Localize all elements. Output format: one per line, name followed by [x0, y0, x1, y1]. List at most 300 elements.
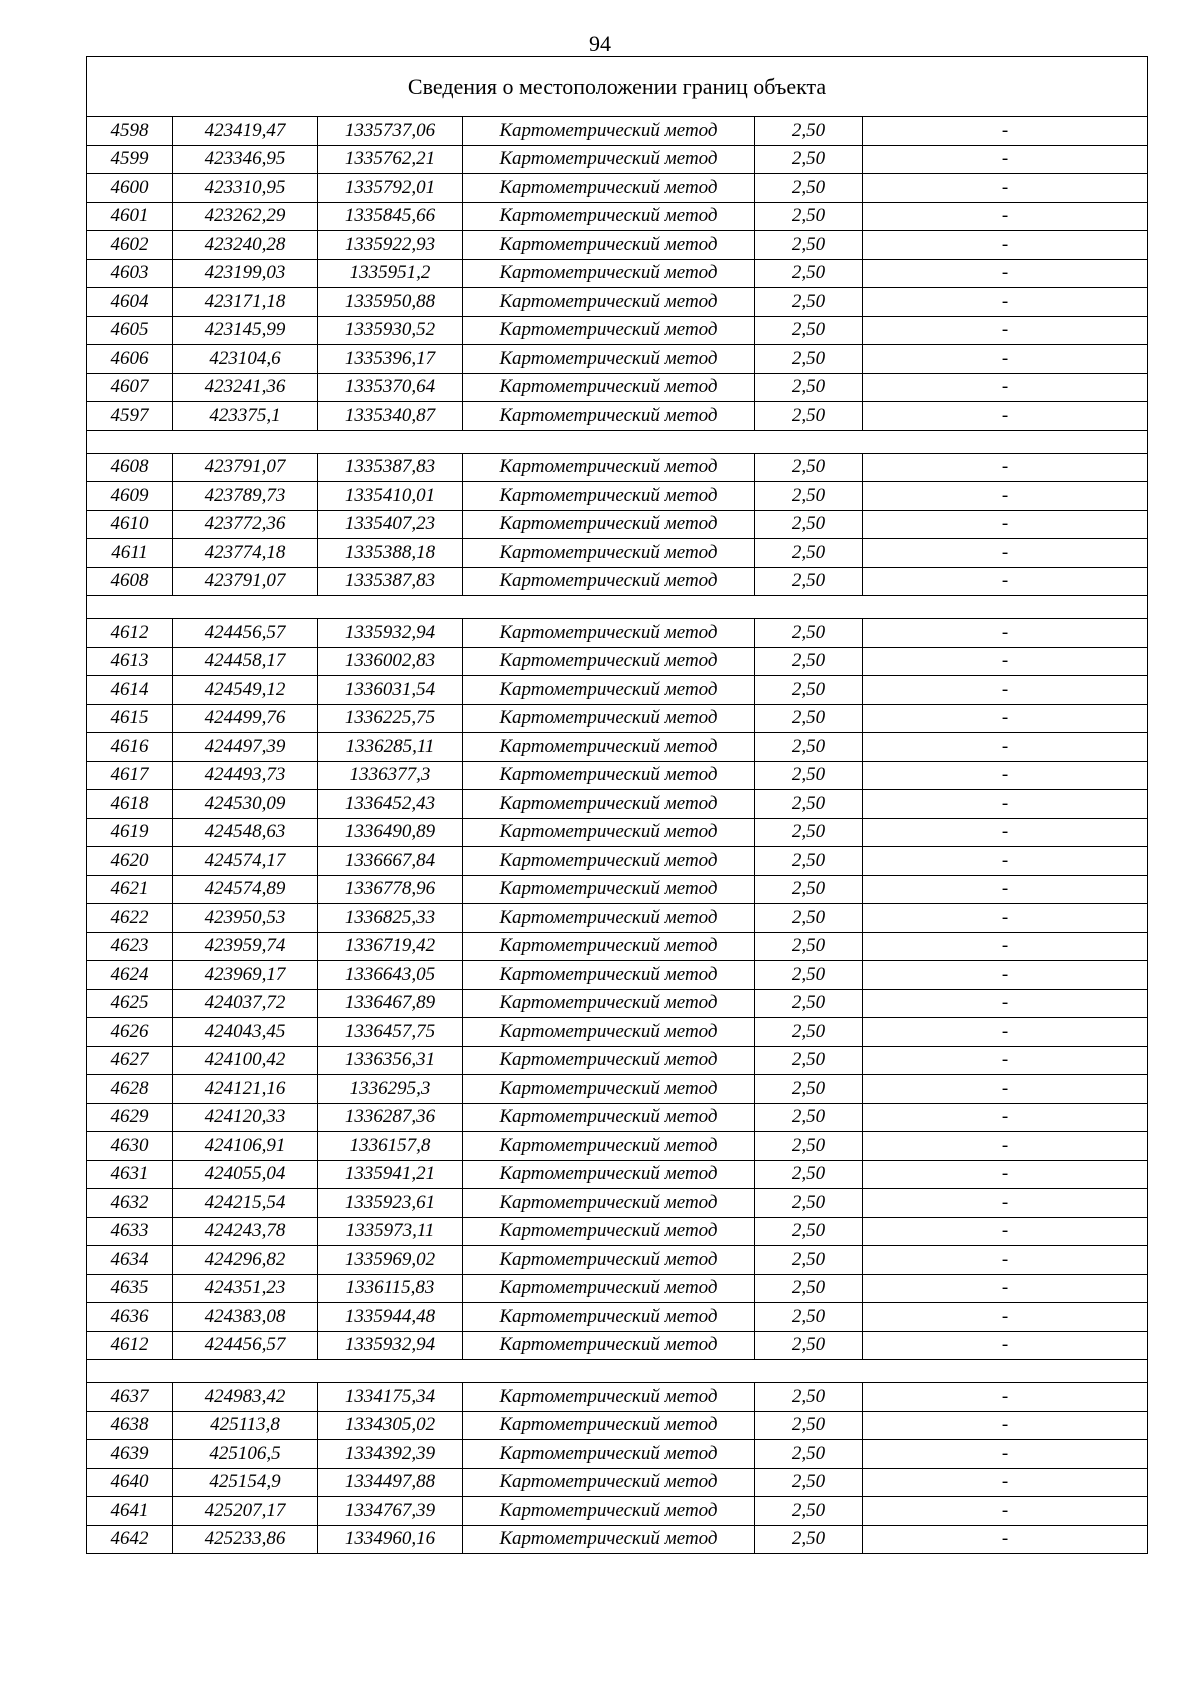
coord-x-cell: 424548,63 — [173, 818, 318, 847]
description-cell: - — [863, 1497, 1148, 1526]
accuracy-cell: 2,50 — [755, 1160, 863, 1189]
method-cell: Картометрический метод — [463, 647, 755, 676]
description-cell: - — [863, 145, 1148, 174]
description-cell: - — [863, 847, 1148, 876]
description-cell: - — [863, 1274, 1148, 1303]
coord-y-cell: 1336457,75 — [318, 1018, 463, 1047]
coord-y-cell: 1336002,83 — [318, 647, 463, 676]
point-number-cell: 4597 — [87, 402, 173, 431]
description-cell: - — [863, 1217, 1148, 1246]
coord-x-cell: 424549,12 — [173, 676, 318, 705]
accuracy-cell: 2,50 — [755, 402, 863, 431]
coord-x-cell: 424055,04 — [173, 1160, 318, 1189]
table-row — [87, 875, 1148, 904]
accuracy-cell: 2,50 — [755, 1132, 863, 1161]
group-separator-row — [87, 430, 1148, 453]
table-row — [87, 1303, 1148, 1332]
method-cell: Картометрический метод — [463, 676, 755, 705]
table-row — [87, 932, 1148, 961]
point-number-cell: 4606 — [87, 345, 173, 374]
point-number-cell: 4626 — [87, 1018, 173, 1047]
method-cell: Картометрический метод — [463, 402, 755, 431]
method-cell: Картометрический метод — [463, 202, 755, 231]
accuracy-cell: 2,50 — [755, 1468, 863, 1497]
coord-x-cell: 424296,82 — [173, 1246, 318, 1275]
point-number-cell: 4617 — [87, 761, 173, 790]
method-cell: Картометрический метод — [463, 761, 755, 790]
accuracy-cell: 2,50 — [755, 961, 863, 990]
method-cell: Картометрический метод — [463, 231, 755, 260]
coord-x-cell: 424037,72 — [173, 989, 318, 1018]
method-cell: Картометрический метод — [463, 733, 755, 762]
description-cell: - — [863, 510, 1148, 539]
description-cell: - — [863, 1246, 1148, 1275]
table-row — [87, 145, 1148, 174]
accuracy-cell: 2,50 — [755, 145, 863, 174]
coord-y-cell: 1336719,42 — [318, 932, 463, 961]
method-cell: Картометрический метод — [463, 1018, 755, 1047]
coord-y-cell: 1336157,8 — [318, 1132, 463, 1161]
table-row — [87, 847, 1148, 876]
accuracy-cell: 2,50 — [755, 676, 863, 705]
description-cell: - — [863, 402, 1148, 431]
table-row — [87, 1525, 1148, 1554]
accuracy-cell: 2,50 — [755, 1525, 863, 1554]
point-number-cell: 4607 — [87, 373, 173, 402]
table-row — [87, 174, 1148, 203]
coord-y-cell: 1336295,3 — [318, 1075, 463, 1104]
table-row — [87, 510, 1148, 539]
method-cell: Картометрический метод — [463, 1497, 755, 1526]
method-cell: Картометрический метод — [463, 1468, 755, 1497]
method-cell: Картометрический метод — [463, 875, 755, 904]
coord-y-cell: 1335737,06 — [318, 117, 463, 146]
description-cell: - — [863, 1468, 1148, 1497]
point-number-cell: 4614 — [87, 676, 173, 705]
point-number-cell: 4623 — [87, 932, 173, 961]
description-cell: - — [863, 932, 1148, 961]
coord-x-cell: 423774,18 — [173, 539, 318, 568]
coord-x-cell: 423262,29 — [173, 202, 318, 231]
description-cell: - — [863, 704, 1148, 733]
method-cell: Картометрический метод — [463, 1383, 755, 1412]
accuracy-cell: 2,50 — [755, 345, 863, 374]
table-row — [87, 345, 1148, 374]
accuracy-cell: 2,50 — [755, 989, 863, 1018]
coord-x-cell: 424458,17 — [173, 647, 318, 676]
accuracy-cell: 2,50 — [755, 1331, 863, 1360]
method-cell: Картометрический метод — [463, 1132, 755, 1161]
accuracy-cell: 2,50 — [755, 1411, 863, 1440]
coord-y-cell: 1336115,83 — [318, 1274, 463, 1303]
table-row — [87, 453, 1148, 482]
point-number-cell: 4605 — [87, 316, 173, 345]
coord-x-cell: 423346,95 — [173, 145, 318, 174]
group-separator-row — [87, 1360, 1148, 1383]
table-row — [87, 676, 1148, 705]
accuracy-cell: 2,50 — [755, 1103, 863, 1132]
method-cell: Картометрический метод — [463, 961, 755, 990]
accuracy-cell: 2,50 — [755, 482, 863, 511]
coord-x-cell: 424351,23 — [173, 1274, 318, 1303]
accuracy-cell: 2,50 — [755, 259, 863, 288]
description-cell: - — [863, 761, 1148, 790]
accuracy-cell: 2,50 — [755, 847, 863, 876]
method-cell: Картометрический метод — [463, 704, 755, 733]
table-row — [87, 373, 1148, 402]
coord-y-cell: 1335941,21 — [318, 1160, 463, 1189]
method-cell: Картометрический метод — [463, 1075, 755, 1104]
coord-x-cell: 423310,95 — [173, 174, 318, 203]
accuracy-cell: 2,50 — [755, 818, 863, 847]
accuracy-cell: 2,50 — [755, 619, 863, 648]
coord-x-cell: 424121,16 — [173, 1075, 318, 1104]
point-number-cell: 4628 — [87, 1075, 173, 1104]
coord-y-cell: 1334392,39 — [318, 1440, 463, 1469]
description-cell: - — [863, 875, 1148, 904]
table-row — [87, 1383, 1148, 1412]
table-row — [87, 567, 1148, 596]
description-cell: - — [863, 202, 1148, 231]
method-cell: Картометрический метод — [463, 539, 755, 568]
description-cell: - — [863, 345, 1148, 374]
group-separator-cell — [87, 1360, 1148, 1383]
method-cell: Картометрический метод — [463, 174, 755, 203]
coord-x-cell: 424574,89 — [173, 875, 318, 904]
coord-x-cell: 425154,9 — [173, 1468, 318, 1497]
coord-y-cell: 1334305,02 — [318, 1411, 463, 1440]
table-row — [87, 647, 1148, 676]
table-row — [87, 1132, 1148, 1161]
description-cell: - — [863, 1411, 1148, 1440]
point-number-cell: 4638 — [87, 1411, 173, 1440]
coord-x-cell: 423791,07 — [173, 567, 318, 596]
table-row — [87, 117, 1148, 146]
page-number: 94 — [589, 31, 611, 56]
point-number-cell: 4636 — [87, 1303, 173, 1332]
coord-y-cell: 1335932,94 — [318, 619, 463, 648]
table-row — [87, 1411, 1148, 1440]
description-cell: - — [863, 117, 1148, 146]
description-cell: - — [863, 904, 1148, 933]
coord-x-cell: 423419,47 — [173, 117, 318, 146]
coord-y-cell: 1336467,89 — [318, 989, 463, 1018]
point-number-cell: 4622 — [87, 904, 173, 933]
coord-y-cell: 1334175,34 — [318, 1383, 463, 1412]
accuracy-cell: 2,50 — [755, 647, 863, 676]
description-cell: - — [863, 989, 1148, 1018]
point-number-cell: 4624 — [87, 961, 173, 990]
point-number-cell: 4637 — [87, 1383, 173, 1412]
accuracy-cell: 2,50 — [755, 704, 863, 733]
point-number-cell: 4600 — [87, 174, 173, 203]
table-row — [87, 1103, 1148, 1132]
accuracy-cell: 2,50 — [755, 1497, 863, 1526]
coord-x-cell: 423104,6 — [173, 345, 318, 374]
point-number-cell: 4632 — [87, 1189, 173, 1218]
point-number-cell: 4611 — [87, 539, 173, 568]
table-row — [87, 904, 1148, 933]
accuracy-cell: 2,50 — [755, 117, 863, 146]
table-title-row — [87, 57, 1148, 117]
description-cell: - — [863, 259, 1148, 288]
point-number-cell: 4603 — [87, 259, 173, 288]
point-number-cell: 4608 — [87, 453, 173, 482]
accuracy-cell: 2,50 — [755, 1383, 863, 1412]
method-cell: Картометрический метод — [463, 567, 755, 596]
table-row — [87, 231, 1148, 260]
description-cell: - — [863, 288, 1148, 317]
point-number-cell: 4598 — [87, 117, 173, 146]
coord-y-cell: 1335388,18 — [318, 539, 463, 568]
method-cell: Картометрический метод — [463, 818, 755, 847]
description-cell: - — [863, 790, 1148, 819]
coord-y-cell: 1335930,52 — [318, 316, 463, 345]
method-cell: Картометрический метод — [463, 345, 755, 374]
method-cell: Картометрический метод — [463, 453, 755, 482]
table-row — [87, 790, 1148, 819]
coord-y-cell: 1336285,11 — [318, 733, 463, 762]
coord-y-cell: 1336643,05 — [318, 961, 463, 990]
method-cell: Картометрический метод — [463, 1525, 755, 1554]
accuracy-cell: 2,50 — [755, 1274, 863, 1303]
coord-y-cell: 1335387,83 — [318, 453, 463, 482]
description-cell: - — [863, 453, 1148, 482]
table-row — [87, 1497, 1148, 1526]
description-cell: - — [863, 1132, 1148, 1161]
coord-x-cell: 424106,91 — [173, 1132, 318, 1161]
coord-x-cell: 423772,36 — [173, 510, 318, 539]
method-cell: Картометрический метод — [463, 1046, 755, 1075]
accuracy-cell: 2,50 — [755, 316, 863, 345]
coord-x-cell: 424383,08 — [173, 1303, 318, 1332]
point-number-cell: 4631 — [87, 1160, 173, 1189]
method-cell: Картометрический метод — [463, 1217, 755, 1246]
method-cell: Картометрический метод — [463, 1160, 755, 1189]
method-cell: Картометрический метод — [463, 847, 755, 876]
coord-x-cell: 423969,17 — [173, 961, 318, 990]
coord-y-cell: 1336377,3 — [318, 761, 463, 790]
point-number-cell: 4629 — [87, 1103, 173, 1132]
coord-x-cell: 425113,8 — [173, 1411, 318, 1440]
description-cell: - — [863, 539, 1148, 568]
method-cell: Картометрический метод — [463, 510, 755, 539]
method-cell: Картометрический метод — [463, 989, 755, 1018]
point-number-cell: 4621 — [87, 875, 173, 904]
group-separator-cell — [87, 596, 1148, 619]
method-cell: Картометрический метод — [463, 1189, 755, 1218]
accuracy-cell: 2,50 — [755, 1046, 863, 1075]
table-row — [87, 1217, 1148, 1246]
point-number-cell: 4619 — [87, 818, 173, 847]
description-cell: - — [863, 316, 1148, 345]
coord-x-cell: 423240,28 — [173, 231, 318, 260]
accuracy-cell: 2,50 — [755, 1217, 863, 1246]
coord-x-cell: 424243,78 — [173, 1217, 318, 1246]
point-number-cell: 4634 — [87, 1246, 173, 1275]
coord-y-cell: 1334767,39 — [318, 1497, 463, 1526]
accuracy-cell: 2,50 — [755, 373, 863, 402]
accuracy-cell: 2,50 — [755, 932, 863, 961]
description-cell: - — [863, 1331, 1148, 1360]
accuracy-cell: 2,50 — [755, 904, 863, 933]
table-row — [87, 1331, 1148, 1360]
method-cell: Картометрический метод — [463, 288, 755, 317]
coord-y-cell: 1335410,01 — [318, 482, 463, 511]
description-cell: - — [863, 482, 1148, 511]
description-cell: - — [863, 1383, 1148, 1412]
coord-x-cell: 423145,99 — [173, 316, 318, 345]
description-cell: - — [863, 818, 1148, 847]
point-number-cell: 4602 — [87, 231, 173, 260]
coord-y-cell: 1336490,89 — [318, 818, 463, 847]
accuracy-cell: 2,50 — [755, 202, 863, 231]
accuracy-cell: 2,50 — [755, 174, 863, 203]
coord-x-cell: 423375,1 — [173, 402, 318, 431]
accuracy-cell: 2,50 — [755, 1018, 863, 1047]
coord-x-cell: 423791,07 — [173, 453, 318, 482]
accuracy-cell: 2,50 — [755, 567, 863, 596]
table-row — [87, 539, 1148, 568]
table-row — [87, 761, 1148, 790]
accuracy-cell: 2,50 — [755, 1246, 863, 1275]
table-row — [87, 1468, 1148, 1497]
description-cell: - — [863, 1160, 1148, 1189]
table-row — [87, 704, 1148, 733]
coord-y-cell: 1335923,61 — [318, 1189, 463, 1218]
point-number-cell: 4604 — [87, 288, 173, 317]
point-number-cell: 4635 — [87, 1274, 173, 1303]
method-cell: Картометрический метод — [463, 1103, 755, 1132]
description-cell: - — [863, 1303, 1148, 1332]
table-row — [87, 402, 1148, 431]
accuracy-cell: 2,50 — [755, 1303, 863, 1332]
description-cell: - — [863, 231, 1148, 260]
table-row — [87, 1440, 1148, 1469]
accuracy-cell: 2,50 — [755, 761, 863, 790]
coord-y-cell: 1335969,02 — [318, 1246, 463, 1275]
coord-y-cell: 1336225,75 — [318, 704, 463, 733]
description-cell: - — [863, 1018, 1148, 1047]
accuracy-cell: 2,50 — [755, 790, 863, 819]
point-number-cell: 4610 — [87, 510, 173, 539]
point-number-cell: 4599 — [87, 145, 173, 174]
point-number-cell: 4612 — [87, 1331, 173, 1360]
coord-x-cell: 424530,09 — [173, 790, 318, 819]
point-number-cell: 4609 — [87, 482, 173, 511]
table-row — [87, 1189, 1148, 1218]
point-number-cell: 4625 — [87, 989, 173, 1018]
accuracy-cell: 2,50 — [755, 1440, 863, 1469]
coord-x-cell: 424983,42 — [173, 1383, 318, 1412]
coord-y-cell: 1335973,11 — [318, 1217, 463, 1246]
coord-x-cell: 423171,18 — [173, 288, 318, 317]
coord-y-cell: 1336031,54 — [318, 676, 463, 705]
coord-y-cell: 1335950,88 — [318, 288, 463, 317]
description-cell: - — [863, 1440, 1148, 1469]
table-row — [87, 1046, 1148, 1075]
table-row — [87, 619, 1148, 648]
coord-x-cell: 424497,39 — [173, 733, 318, 762]
method-cell: Картометрический метод — [463, 1274, 755, 1303]
group-separator-row — [87, 596, 1148, 619]
method-cell: Картометрический метод — [463, 373, 755, 402]
table-row — [87, 961, 1148, 990]
coord-y-cell: 1334960,16 — [318, 1525, 463, 1554]
accuracy-cell: 2,50 — [755, 1075, 863, 1104]
method-cell: Картометрический метод — [463, 904, 755, 933]
table-row — [87, 1274, 1148, 1303]
point-number-cell: 4630 — [87, 1132, 173, 1161]
accuracy-cell: 2,50 — [755, 1189, 863, 1218]
group-separator-cell — [87, 430, 1148, 453]
accuracy-cell: 2,50 — [755, 453, 863, 482]
coord-y-cell: 1335792,01 — [318, 174, 463, 203]
table-row — [87, 1018, 1148, 1047]
accuracy-cell: 2,50 — [755, 733, 863, 762]
coord-y-cell: 1335762,21 — [318, 145, 463, 174]
point-number-cell: 4639 — [87, 1440, 173, 1469]
coord-x-cell: 425207,17 — [173, 1497, 318, 1526]
point-number-cell: 4641 — [87, 1497, 173, 1526]
coord-y-cell: 1335845,66 — [318, 202, 463, 231]
coord-x-cell: 425106,5 — [173, 1440, 318, 1469]
method-cell: Картометрический метод — [463, 259, 755, 288]
table-row — [87, 1075, 1148, 1104]
point-number-cell: 4627 — [87, 1046, 173, 1075]
accuracy-cell: 2,50 — [755, 231, 863, 260]
description-cell: - — [863, 174, 1148, 203]
point-number-cell: 4615 — [87, 704, 173, 733]
table-row — [87, 482, 1148, 511]
description-cell: - — [863, 1103, 1148, 1132]
coord-x-cell: 424100,42 — [173, 1046, 318, 1075]
description-cell: - — [863, 567, 1148, 596]
description-cell: - — [863, 1525, 1148, 1554]
method-cell: Картометрический метод — [463, 316, 755, 345]
coord-x-cell: 423959,74 — [173, 932, 318, 961]
point-number-cell: 4613 — [87, 647, 173, 676]
table-row — [87, 202, 1148, 231]
accuracy-cell: 2,50 — [755, 510, 863, 539]
table-row — [87, 288, 1148, 317]
coord-x-cell: 424215,54 — [173, 1189, 318, 1218]
description-cell: - — [863, 647, 1148, 676]
coord-y-cell: 1335370,64 — [318, 373, 463, 402]
method-cell: Картометрический метод — [463, 1246, 755, 1275]
description-cell: - — [863, 619, 1148, 648]
method-cell: Картометрический метод — [463, 1411, 755, 1440]
coord-y-cell: 1335951,2 — [318, 259, 463, 288]
coord-x-cell: 424043,45 — [173, 1018, 318, 1047]
coord-y-cell: 1336287,36 — [318, 1103, 463, 1132]
table-title: Сведения о местоположении границ объекта — [87, 57, 1148, 117]
coord-y-cell: 1335340,87 — [318, 402, 463, 431]
table-row — [87, 316, 1148, 345]
table-row — [87, 1160, 1148, 1189]
coord-x-cell: 423789,73 — [173, 482, 318, 511]
point-number-cell: 4616 — [87, 733, 173, 762]
table-row — [87, 818, 1148, 847]
method-cell: Картометрический метод — [463, 619, 755, 648]
description-cell: - — [863, 1075, 1148, 1104]
method-cell: Картометрический метод — [463, 932, 755, 961]
coord-x-cell: 424456,57 — [173, 1331, 318, 1360]
coord-y-cell: 1335922,93 — [318, 231, 463, 260]
accuracy-cell: 2,50 — [755, 539, 863, 568]
coord-y-cell: 1335387,83 — [318, 567, 463, 596]
method-cell: Картометрический метод — [463, 790, 755, 819]
